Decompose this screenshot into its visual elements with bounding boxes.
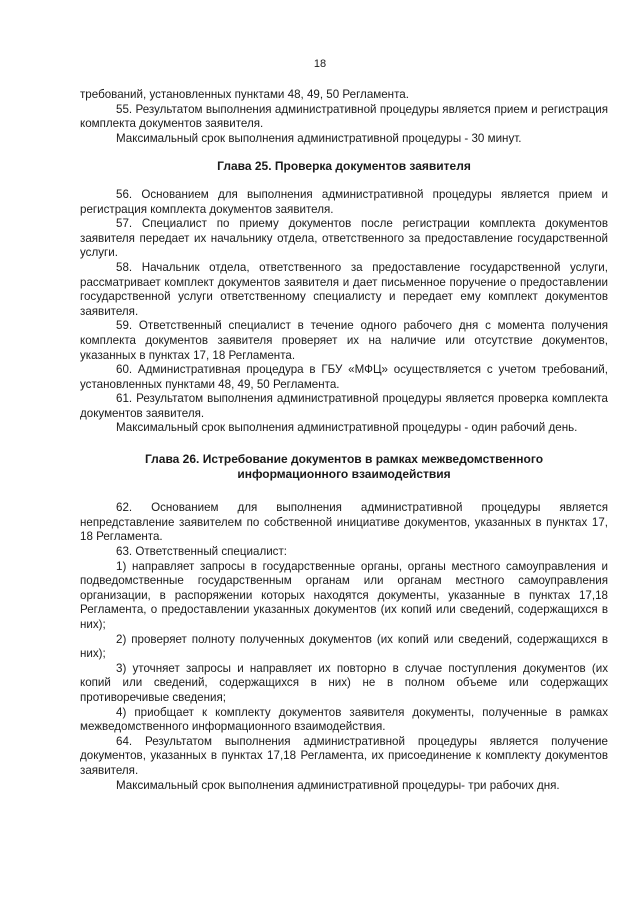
paragraph-continuation: требований, установленных пунктами 48, 49, 50 Регламента. <box>80 88 409 101</box>
paragraph-63: 63. Ответственный специалист: <box>116 545 288 559</box>
document-body <box>80 88 608 793</box>
chapter-26-heading-line-2: информационного взаимодействия <box>237 466 451 481</box>
paragraph-55: 55. Результатом выполнения административной процедуры является прием и регистрация комплекта документов заявителя. <box>80 102 608 131</box>
paragraph-59: 59. Ответственный специалист в течение одного рабочего дня с момента получения комплекта документов заявителя проверяет их на наличие или отсутствие документов, указанных в пунктах 17, 18 Регламента. <box>80 319 608 362</box>
paragraph-57: 57. Специалист по приему документов после регистрации комплекта документов заявителя передает их начальнику отдела, ответственного за предоставление государственной услуги. <box>80 217 608 260</box>
chapter-25-heading: Глава 25. Проверка документов заявителя <box>217 159 471 174</box>
paragraph-56: 56. Основанием для выполнения административной процедуры является прием и регистрация комплекта документов заявителя. <box>80 187 608 216</box>
paragraph-63-item-3: 3) уточняет запросы и направляет их повторно в случае поступления документов (их копий или сведений, содержащихся в них) не в полном объеме или содержащих противоречивые сведения; <box>80 661 608 704</box>
paragraph-55-deadline: Максимальный срок выполнения административной процедуры - 30 минут. <box>116 131 522 145</box>
paragraph-63-item-1: 1) направляет запросы в государственные органы, органы местного самоуправления и подведомственные государственным органам или органам местного самоуправления организации, в распоряжении которых находятся документы, указанные в пунктах 17,18 Регламента, о предоставлении указанных документов (их копий или сведений, содержащихся в них); <box>80 559 608 631</box>
chapter-26-heading <box>80 452 608 481</box>
paragraph-63-item-4: 4) приобщает к комплекту документов заявителя документы, полученные в рамках межведомственного информационного взаимодействия. <box>80 705 608 734</box>
paragraph-63-item-2: 2) проверяет полноту полученных документов (их копий или сведений, содержащихся в них); <box>80 632 608 661</box>
paragraph-61: 61. Результатом выполнения административной процедуры является проверка комплекта документов заявителя. <box>80 392 608 420</box>
paragraph-62: 62. Основанием для выполнения административной процедуры является непредставление заявителем по собственной инициативе документов, указанных в пунктах 17, 18 Регламента. <box>80 501 608 544</box>
page-number: 18 <box>313 58 327 70</box>
paragraph-64: 64. Результатом выполнения административной процедуры является получение документов, указанных в пунктах 17,18 Регламента, их присоединение к комплекту документов заявителя. <box>80 734 608 777</box>
paragraph-58: 58. Начальник отдела, ответственного за предоставление государственной услуги, рассматривает комплект документов заявителя и дает письменное поручение о предоставлении государственной услуги ответственному специалисту и передает ему комплект документов заявителя. <box>80 260 608 318</box>
chapter-26-heading-line-1: Глава 26. Истребование документов в рамках межведомственного <box>144 452 544 467</box>
paragraph-64-deadline: Максимальный срок выполнения административной процедуры- три рабочих дня. <box>116 778 560 792</box>
paragraph-61-deadline: Максимальный срок выполнения административной процедуры - один рабочий день. <box>116 421 578 435</box>
paragraph-60: 60. Административная процедура в ГБУ «МФЦ» осуществляется с учетом требований, установленных пунктами 48, 49, 50 Регламента. <box>80 363 608 391</box>
